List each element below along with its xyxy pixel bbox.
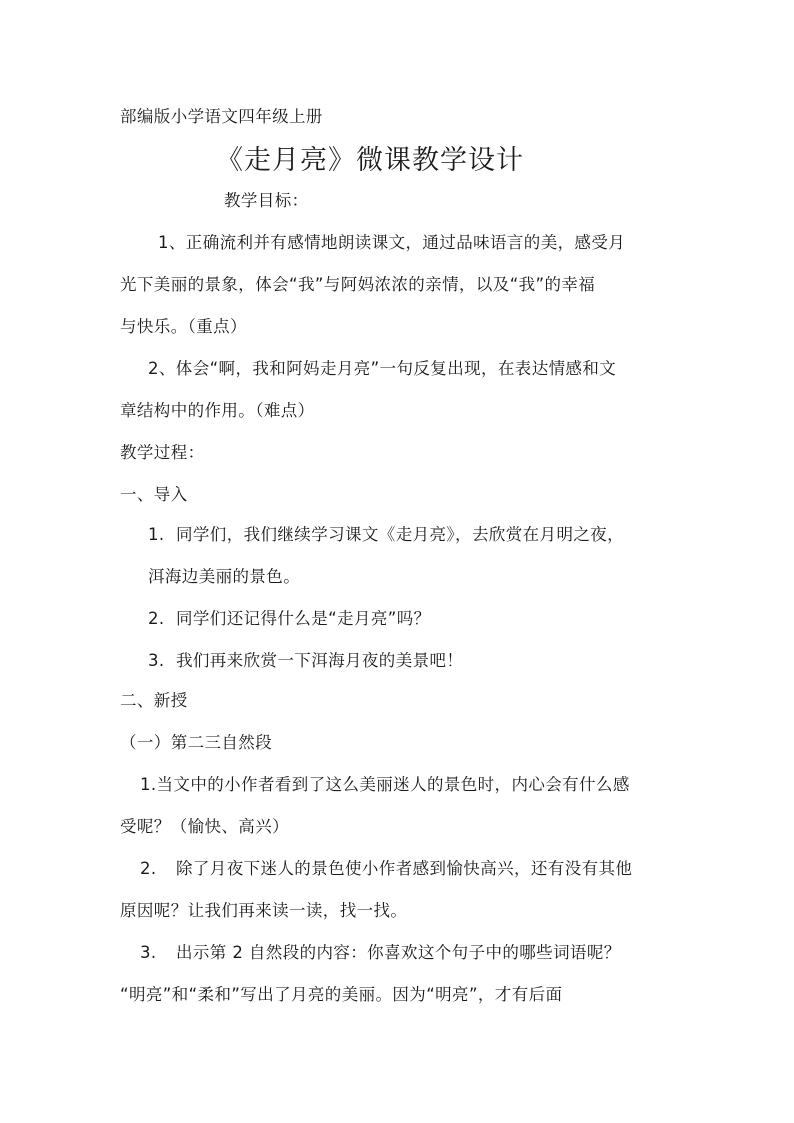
- objective-1-line-3: 与快乐。（重点）: [120, 317, 247, 336]
- section-2-item-2-number: 2.: [140, 859, 157, 878]
- objective-2-line-2: 章结构中的作用。（难点）: [120, 401, 315, 420]
- section-2-item-1-line-2: 受呢？（愉快、高兴）: [120, 817, 289, 836]
- doc-title: 《走月亮》微课教学设计: [216, 145, 524, 176]
- section-1-item-1-number: 1.: [148, 525, 165, 544]
- section-2-item-1-line-1: 1.当文中的小作者看到了这么美丽迷人的景色时，内心会有什么感: [140, 775, 630, 794]
- section-1-item-1-line-1: 同学们，我们继续学习课文《走月亮》，去欣赏在月明之夜，: [176, 525, 625, 544]
- objective-1-line-1: 1、正确流利并有感情地朗读课文，通过品味语言的美，感受月: [158, 233, 626, 252]
- subsection-1-heading: （一）第二三自然段: [120, 733, 273, 752]
- section-2-item-2-line-1: 除了月夜下迷人的景色使小作者感到愉快高兴，还有没有其他: [176, 859, 633, 878]
- section-2-item-3-line-2: “明亮”和“柔和”写出了月亮的美丽。因为“明亮”，才有后面: [120, 985, 563, 1004]
- doc-header: 部编版小学语文四年级上册: [120, 107, 323, 126]
- process-heading: 教学过程：: [120, 443, 205, 462]
- section-1-item-2-number: 2.: [148, 609, 165, 628]
- section-1-item-3: 我们再来欣赏一下洱海月夜的美景吧！: [176, 651, 464, 670]
- objectives-heading: 教学目标：: [224, 191, 309, 210]
- objective-1-line-2: 光下美丽的景象，体会“我”与阿妈浓浓的亲情，以及“我”的幸福: [120, 275, 596, 294]
- section-2-item-2-line-2: 原因呢？让我们再来读一读，找一找。: [120, 901, 408, 920]
- section-2-item-3-line-1: 出示第 2 自然段的内容：你喜欢这个句子中的哪些词语呢？: [176, 943, 621, 962]
- objective-2-line-1: 2、体会“啊，我和阿妈走月亮”一句反复出现，在表达情感和文: [148, 359, 617, 378]
- section-1-item-2: 同学们还记得什么是“走月亮”吗？: [176, 609, 431, 628]
- section-1-item-3-number: 3.: [148, 651, 165, 670]
- section-1-item-1-line-2: 洱海边美丽的景色。: [148, 567, 301, 586]
- section-2-item-3-number: 3.: [140, 943, 157, 962]
- section-2-heading: 二、新授: [120, 691, 188, 710]
- section-1-heading: 一、导入: [120, 485, 188, 504]
